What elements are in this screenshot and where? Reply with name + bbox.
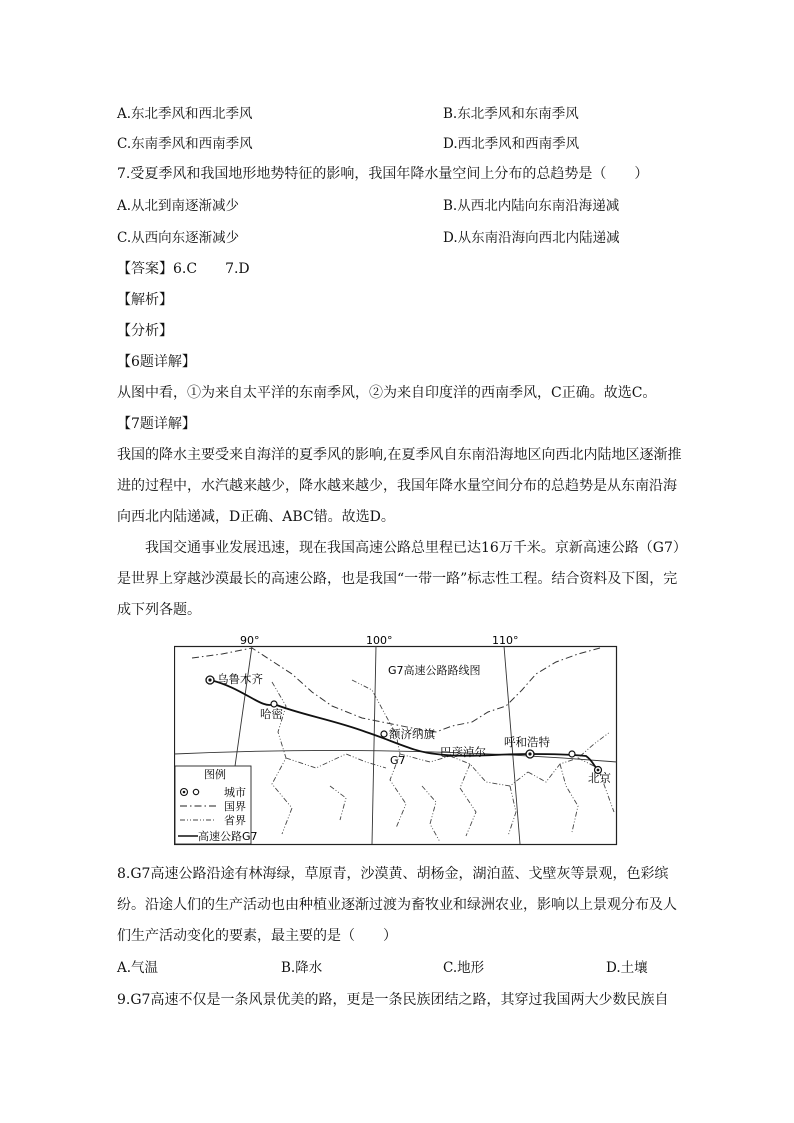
q7-option-c: C.从西向东逐渐减少 bbox=[117, 230, 240, 246]
lon-label-100: 100° bbox=[366, 636, 393, 647]
label-hohhot: 呼和浩特 bbox=[504, 735, 550, 749]
fenxi-heading: 【分析】 bbox=[117, 323, 173, 339]
q8-option-d: D.土壤 bbox=[606, 960, 648, 976]
city-marker-extra bbox=[569, 751, 575, 757]
city-marker-hohhot-dot bbox=[528, 752, 531, 755]
q8-option-a: A.气温 bbox=[117, 960, 159, 976]
analysis-heading: 【解析】 bbox=[117, 292, 173, 308]
legend-title: 图例 bbox=[204, 768, 226, 781]
q8-stem: 8.G7高速公路沿途有林海绿，草原青，沙漠黄、胡杨金，湖泊蓝、戈壁灰等景观，色彩缤纷。沿途人们的生产活动也由种植业逐渐过渡为畜牧业和绿洲农业，影响以上景观分布及人们生产活动变化的要素，最主要的是（ ） bbox=[117, 866, 677, 944]
q7-detail-heading: 【7题详解】 bbox=[117, 416, 196, 432]
map-legend bbox=[175, 766, 258, 844]
q6-option-a: A.东北季风和西北季风 bbox=[117, 106, 253, 122]
label-bayannur: 巴彦淖尔 bbox=[440, 745, 486, 759]
q6-option-c: C.东南季风和西南季风 bbox=[117, 136, 253, 152]
city-marker-ejina bbox=[381, 731, 387, 737]
city-marker-urumqi-dot bbox=[208, 678, 211, 681]
legend-city: 城市 bbox=[224, 786, 246, 799]
q7-detail: 我国的降水主要受来自海洋的夏季风的影响,在夏季风自东南沿海地区向西北内陆地区逐渐推进的过程中，水汽越来越少，降水越来越少，我国年降水量空间分布的总趋势是从东南沿海向西北内陆递减，D正确、ABC错。故选D。 bbox=[117, 447, 682, 525]
lon-label-110: 110° bbox=[492, 636, 519, 647]
q7-option-a: A.从北到南逐渐减少 bbox=[117, 198, 240, 214]
map-title: G7高速公路路线图 bbox=[388, 664, 481, 677]
q6-option-d: D.西北季风和西南季风 bbox=[443, 136, 580, 152]
legend-highway: 高速公路G7 bbox=[198, 830, 258, 843]
intro-paragraph: 我国交通事业发展迅速，现在我国高速公路总里程已达16万千米。京新高速公路（G7）是世界上穿越沙漠最长的高速公路，也是我国“一带一路”标志性工程。结合资料及下图，完成下列各题。 bbox=[117, 540, 680, 618]
q9-stem: 9.G7高速不仅是一条风景优美的路，更是一条民族团结之路，其穿过我国两大少数民族自 bbox=[117, 992, 669, 1008]
q7-stem: 7.受夏季风和我国地形地势特征的影响，我国年降水量空间上分布的总趋势是（ ） bbox=[117, 166, 649, 182]
q8-option-b: B.降水 bbox=[281, 960, 323, 976]
label-beijing: 北京 bbox=[588, 771, 611, 785]
label-urumqi: 乌鲁木齐 bbox=[217, 672, 263, 686]
q6-option-b: B.东北季风和东南季风 bbox=[443, 106, 579, 122]
label-hami: 哈密 bbox=[260, 707, 283, 721]
answer-line: 【答案】6.C 7.D bbox=[117, 261, 250, 277]
q6-detail-heading: 【6题详解】 bbox=[117, 354, 196, 370]
g7-route-map bbox=[174, 636, 618, 846]
lon-label-90: 90° bbox=[240, 636, 260, 647]
label-ejina: 额济纳旗 bbox=[389, 727, 435, 741]
legend-national-border: 国界 bbox=[224, 800, 246, 813]
route-label: G7 bbox=[390, 754, 406, 767]
q8-option-c: C.地形 bbox=[443, 960, 485, 976]
q7-option-b: B.从西北内陆向东南沿海递减 bbox=[443, 198, 620, 214]
legend-provincial-border: 省界 bbox=[224, 814, 246, 827]
q7-option-d: D.从东南沿海向西北内陆递减 bbox=[443, 230, 620, 246]
q6-detail: 从图中看，①为来自太平洋的东南季风，②为来自印度洋的西南季风，C正确。故选C。 bbox=[117, 385, 657, 401]
